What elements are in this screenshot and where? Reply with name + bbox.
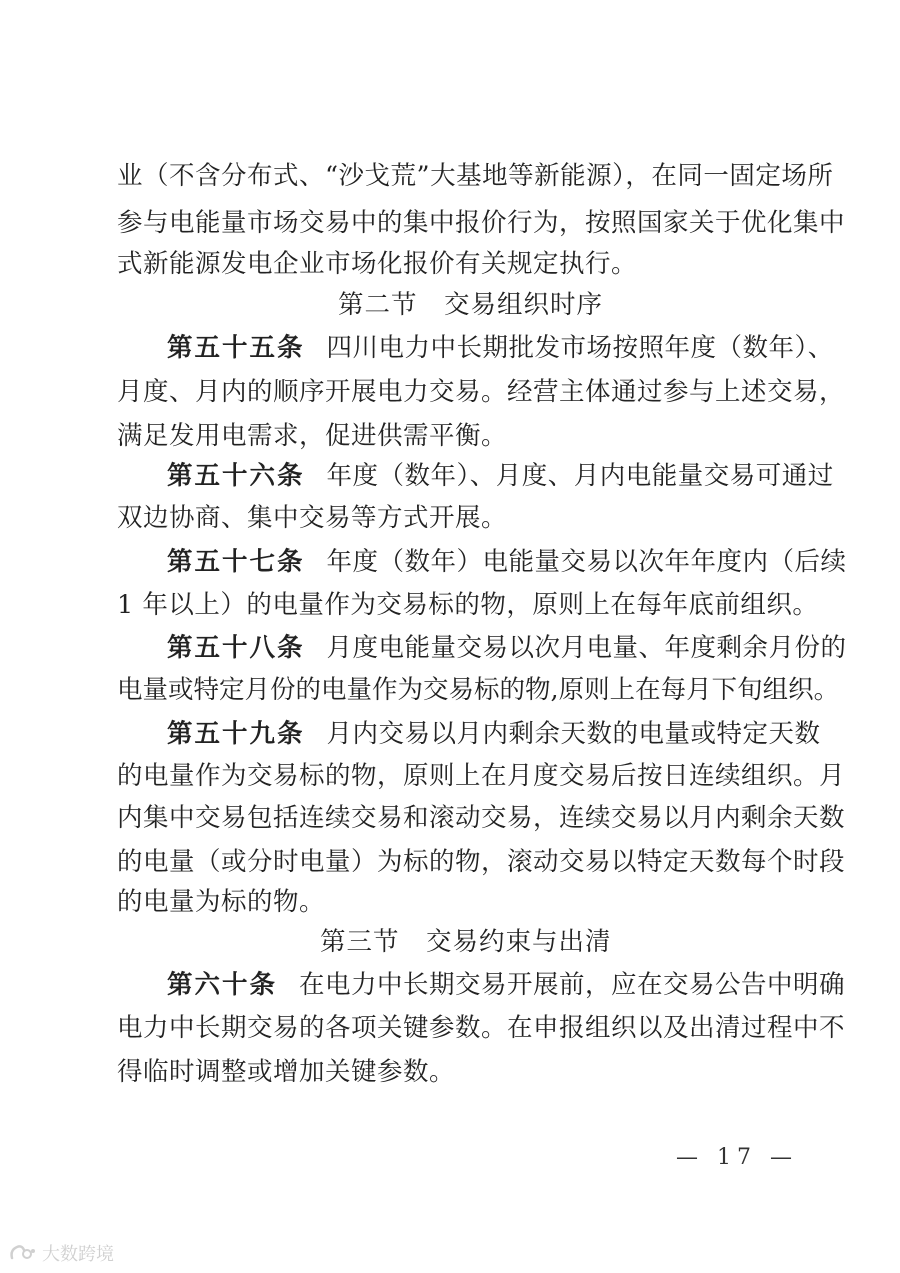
article-57-title: 第五十七条 bbox=[167, 547, 305, 577]
article-60-title: 第六十条 bbox=[167, 970, 278, 1000]
paragraph-line: 的电量（或分时电量）为标的物，滚动交易以特定天数每个时段 bbox=[117, 847, 846, 877]
section-heading: 第二节 交易组织时序 bbox=[338, 290, 604, 320]
paragraph-line: 的电量为标的物。 bbox=[117, 887, 326, 917]
watermark-text: 大数跨境 bbox=[42, 1244, 114, 1265]
paragraph-line: 双边协商、集中交易等方式开展。 bbox=[117, 503, 508, 533]
paragraph-line: 内集中交易包括连续交易和滚动交易，连续交易以月内剩余天数 bbox=[117, 803, 846, 833]
paragraph-line: 式新能源发电企业市场化报价有关规定执行。 bbox=[117, 249, 638, 279]
article-56-line-1 bbox=[167, 458, 834, 494]
article-58-text: 月度电能量交易以次月电量、年度剩余月份的 bbox=[326, 633, 847, 663]
article-55-text: 四川电力中长期批发市场按照年度（数年）、 bbox=[326, 333, 834, 363]
paragraph-line: 的电量作为交易标的物，原则上在月度交易后按日连续组织。月 bbox=[117, 761, 846, 791]
section-heading: 第三节 交易约束与出清 bbox=[320, 927, 612, 957]
article-57-line-1 bbox=[167, 544, 847, 580]
article-60-line-1 bbox=[167, 967, 845, 1003]
article-56-title: 第五十六条 bbox=[167, 461, 305, 491]
paragraph-line: 电力中长期交易的各项关键参数。在申报组织以及出清过程中不 bbox=[117, 1013, 846, 1043]
article-60-text: 在电力中长期交易开展前，应在交易公告中明确 bbox=[299, 970, 846, 1000]
article-57-text: 年度（数年）电能量交易以次年年度内（后续 bbox=[326, 547, 847, 577]
paragraph-line: 满足发用电需求，促进供需平衡。 bbox=[117, 421, 508, 451]
paragraph-line: 电量或特定月份的电量作为交易标的物,原则上在每月下旬组织。 bbox=[117, 675, 840, 705]
article-56-text: 年度（数年）、月度、月内电能量交易可通过 bbox=[326, 461, 834, 491]
paragraph-line: 参与电能量市场交易中的集中报价行为，按照国家关于优化集中 bbox=[117, 208, 846, 238]
paragraph-line: 业（不含分布式、“沙戈荒”大基地等新能源），在同一固定场所 bbox=[117, 161, 834, 191]
article-55-line-1 bbox=[167, 330, 834, 366]
page-number: — 17 — bbox=[676, 1145, 798, 1170]
article-59-text: 月内交易以月内剩余天数的电量或特定天数 bbox=[326, 719, 821, 749]
article-59-line-1 bbox=[167, 716, 821, 752]
article-59-title: 第五十九条 bbox=[167, 719, 305, 749]
paragraph-line: 得临时调整或增加关键参数。 bbox=[117, 1057, 456, 1087]
paragraph-line: 月度、月内的顺序开展电力交易。经营主体通过参与上述交易， bbox=[117, 377, 846, 407]
article-58-title: 第五十八条 bbox=[167, 633, 305, 663]
article-55-title: 第五十五条 bbox=[167, 333, 305, 363]
article-58-line-1 bbox=[167, 630, 847, 666]
watermark-logo-icon bbox=[8, 1242, 36, 1264]
paragraph-line: 1 年以上）的电量作为交易标的物，原则上在每年底前组织。 bbox=[117, 590, 819, 620]
watermark bbox=[8, 1240, 114, 1266]
